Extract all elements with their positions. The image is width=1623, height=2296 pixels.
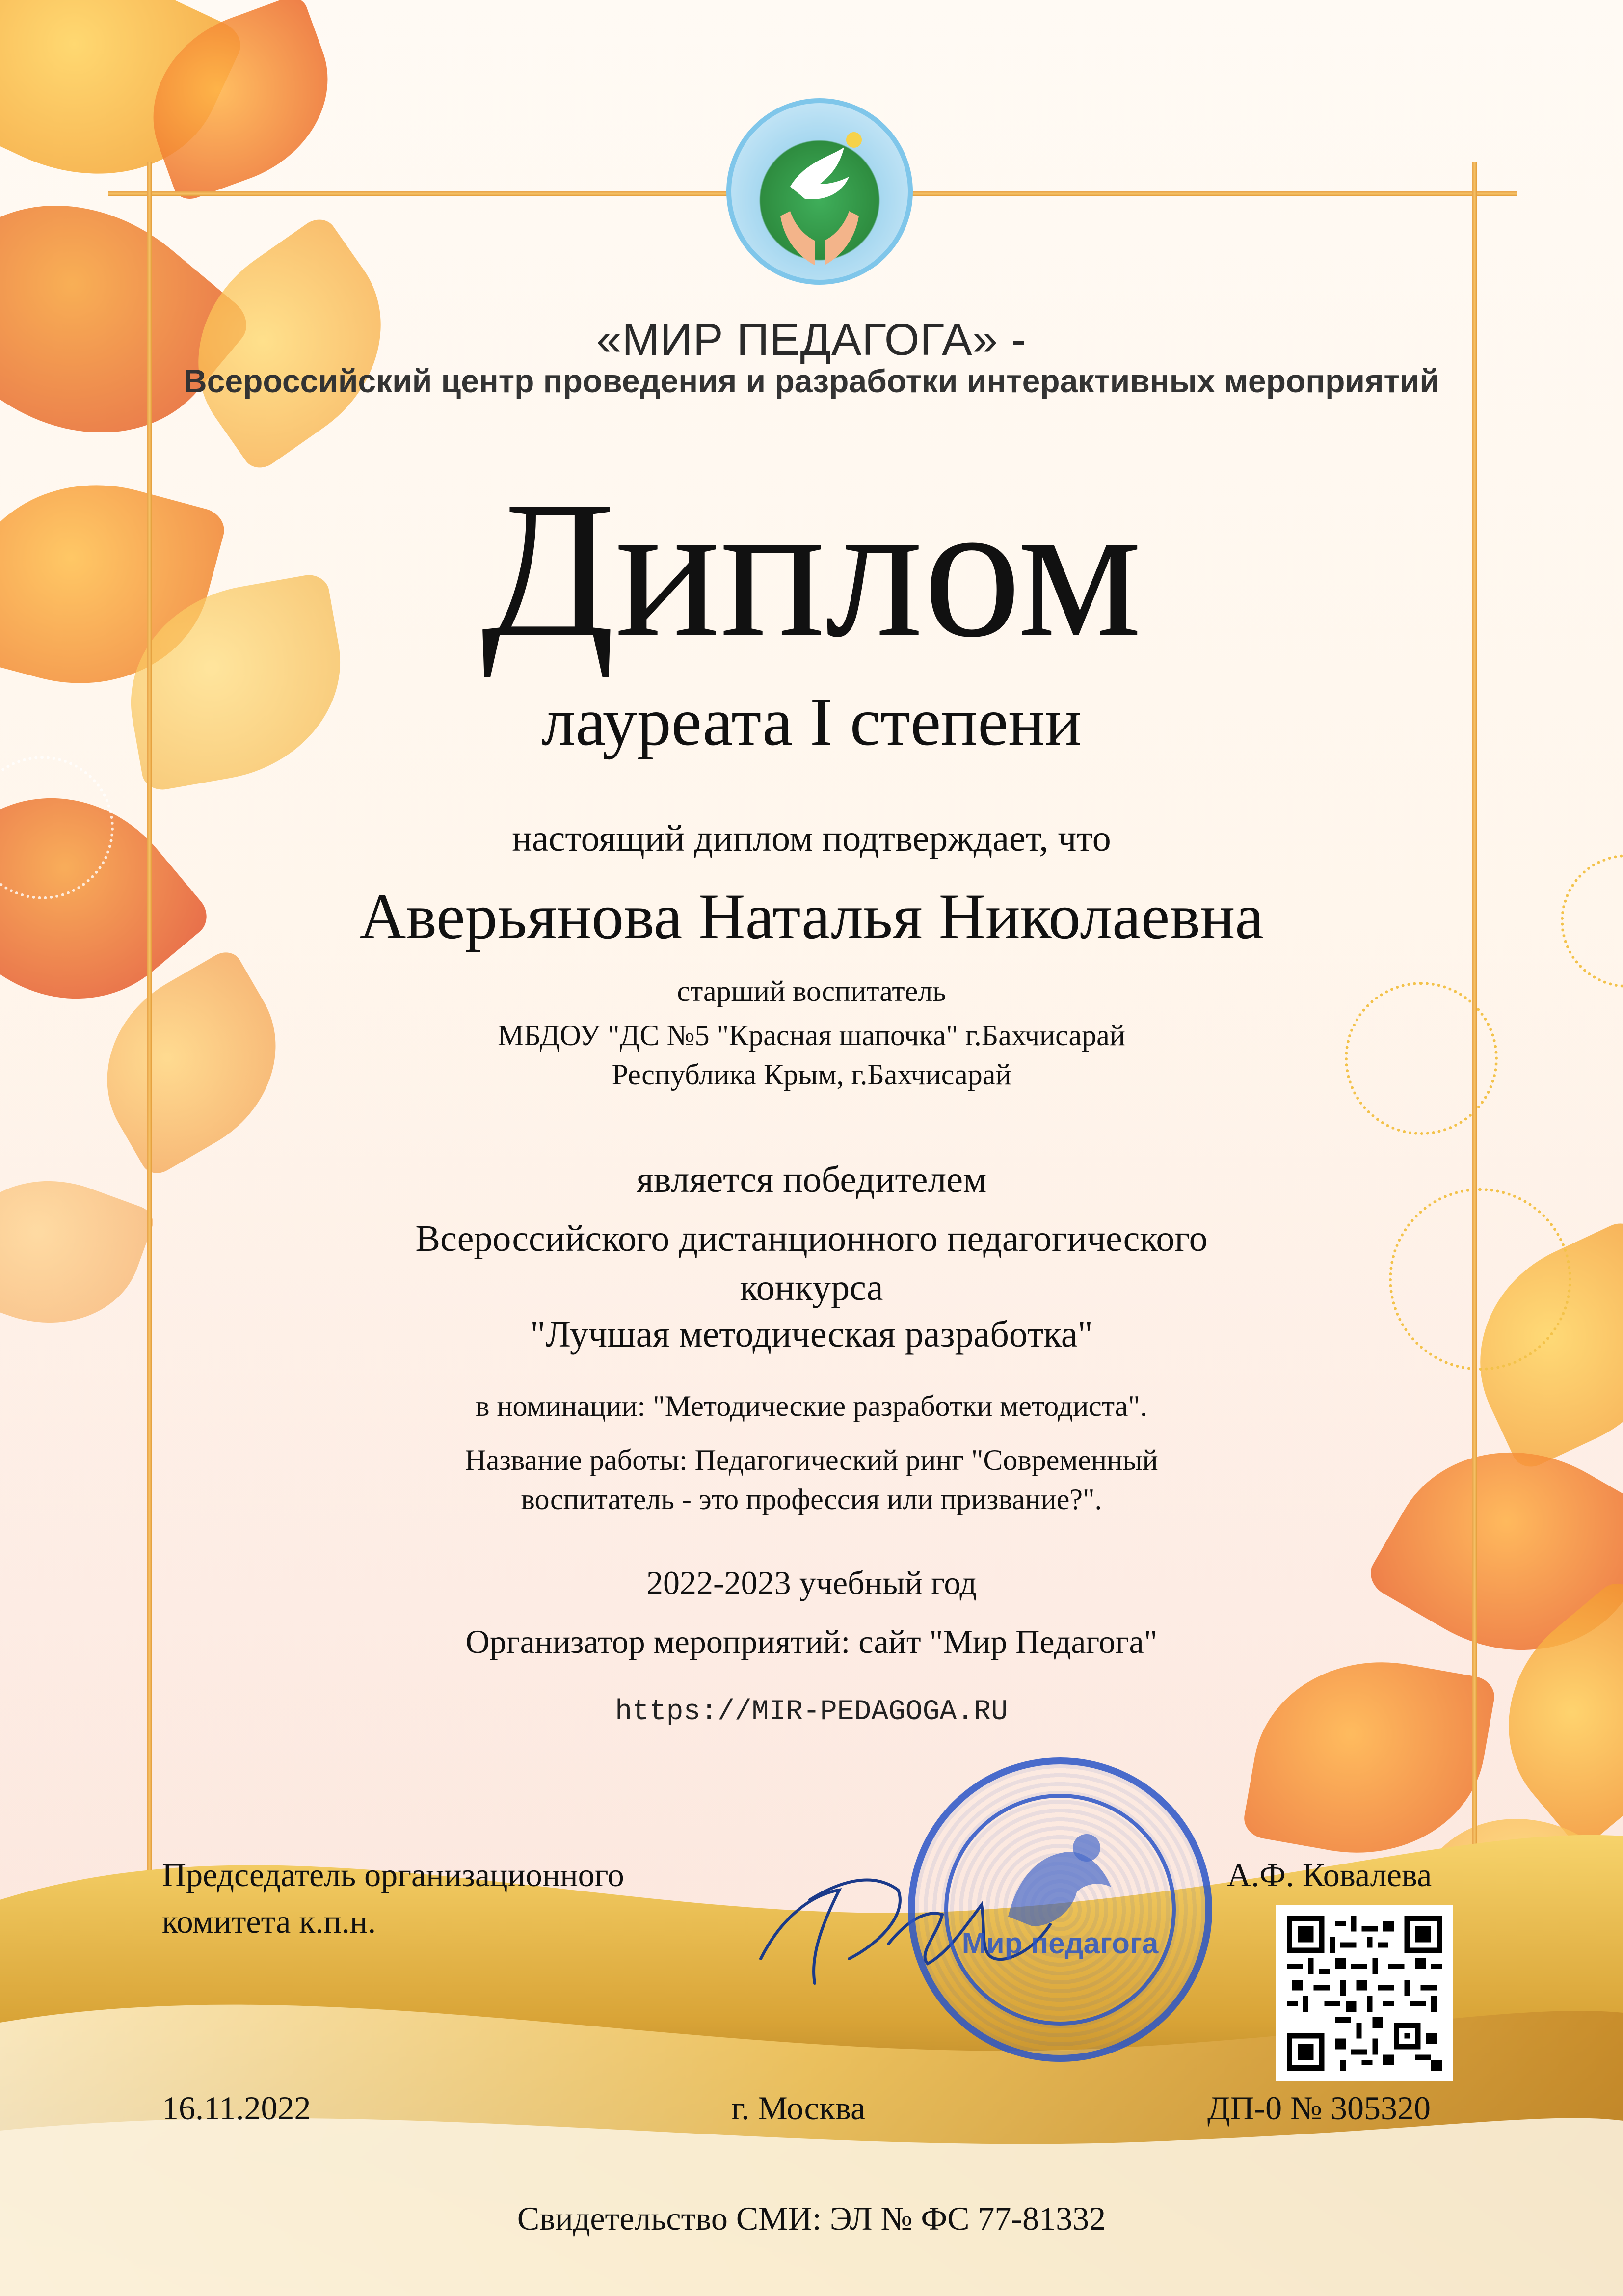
winner-text: является победителем	[636, 1159, 987, 1200]
work-title-line2: воспитатель - это профессия или призвание?".	[521, 1483, 1102, 1515]
work-title-line1: Название работы: Педагогический ринг "Современный	[465, 1444, 1158, 1476]
media-certificate: Свидетельство СМИ: ЭЛ № ФС 77-81332	[517, 2200, 1106, 2237]
org-logo	[726, 98, 913, 285]
diploma-degree: лауреата I степени	[541, 684, 1082, 760]
issue-city: г. Москва	[731, 2089, 866, 2127]
organizer: Организатор мероприятий: сайт "Мир Педагога"	[465, 1623, 1158, 1660]
official-stamp	[908, 1757, 1212, 2062]
recipient-position: старший воспитатель	[677, 975, 946, 1007]
diploma-title: Диплом	[481, 460, 1142, 678]
contest-line1: Всероссийского дистанционного педагогического	[415, 1218, 1208, 1259]
contest-line2: конкурса	[740, 1267, 883, 1308]
dove-hands-icon	[731, 103, 908, 280]
academic-year: 2022-2023 учебный год	[646, 1564, 977, 1601]
diploma-number: ДП-0 № 305320	[1207, 2089, 1431, 2127]
issue-date: 16.11.2022	[162, 2089, 311, 2127]
org-name: «МИР ПЕДАГОГА» -	[596, 315, 1027, 365]
recipient-location: Республика Крым, г.Бахчисарай	[612, 1058, 1011, 1091]
recipient-name: Аверьянова Наталья Николаевна	[359, 880, 1264, 952]
chairman-title-line2: комитета к.п.н.	[162, 1903, 376, 1940]
recipient-institution: МБДОУ "ДС №5 "Красная шапочка" г.Бахчисарай	[498, 1019, 1125, 1052]
contest-name: "Лучшая методическая разработка"	[530, 1314, 1093, 1355]
stamp-label: Мир педагога	[961, 1927, 1159, 1960]
org-subtitle: Всероссийский центр проведения и разработки интерактивных мероприятий	[184, 363, 1439, 399]
qr-code	[1276, 1905, 1453, 2081]
chairman-name: А.Ф. Ковалева	[1227, 1856, 1432, 1893]
confirm-text: настоящий диплом подтверждает, что	[512, 818, 1111, 859]
qr-code-icon	[1287, 1916, 1442, 2071]
site-url: https://MIR-PEDAGOGA.RU	[615, 1696, 1008, 1728]
stamp-figure-icon	[988, 1818, 1136, 1936]
nomination: в номинации: "Методические разработки методиста".	[476, 1390, 1147, 1422]
chairman-title-line1: Председатель организационного	[162, 1856, 624, 1893]
